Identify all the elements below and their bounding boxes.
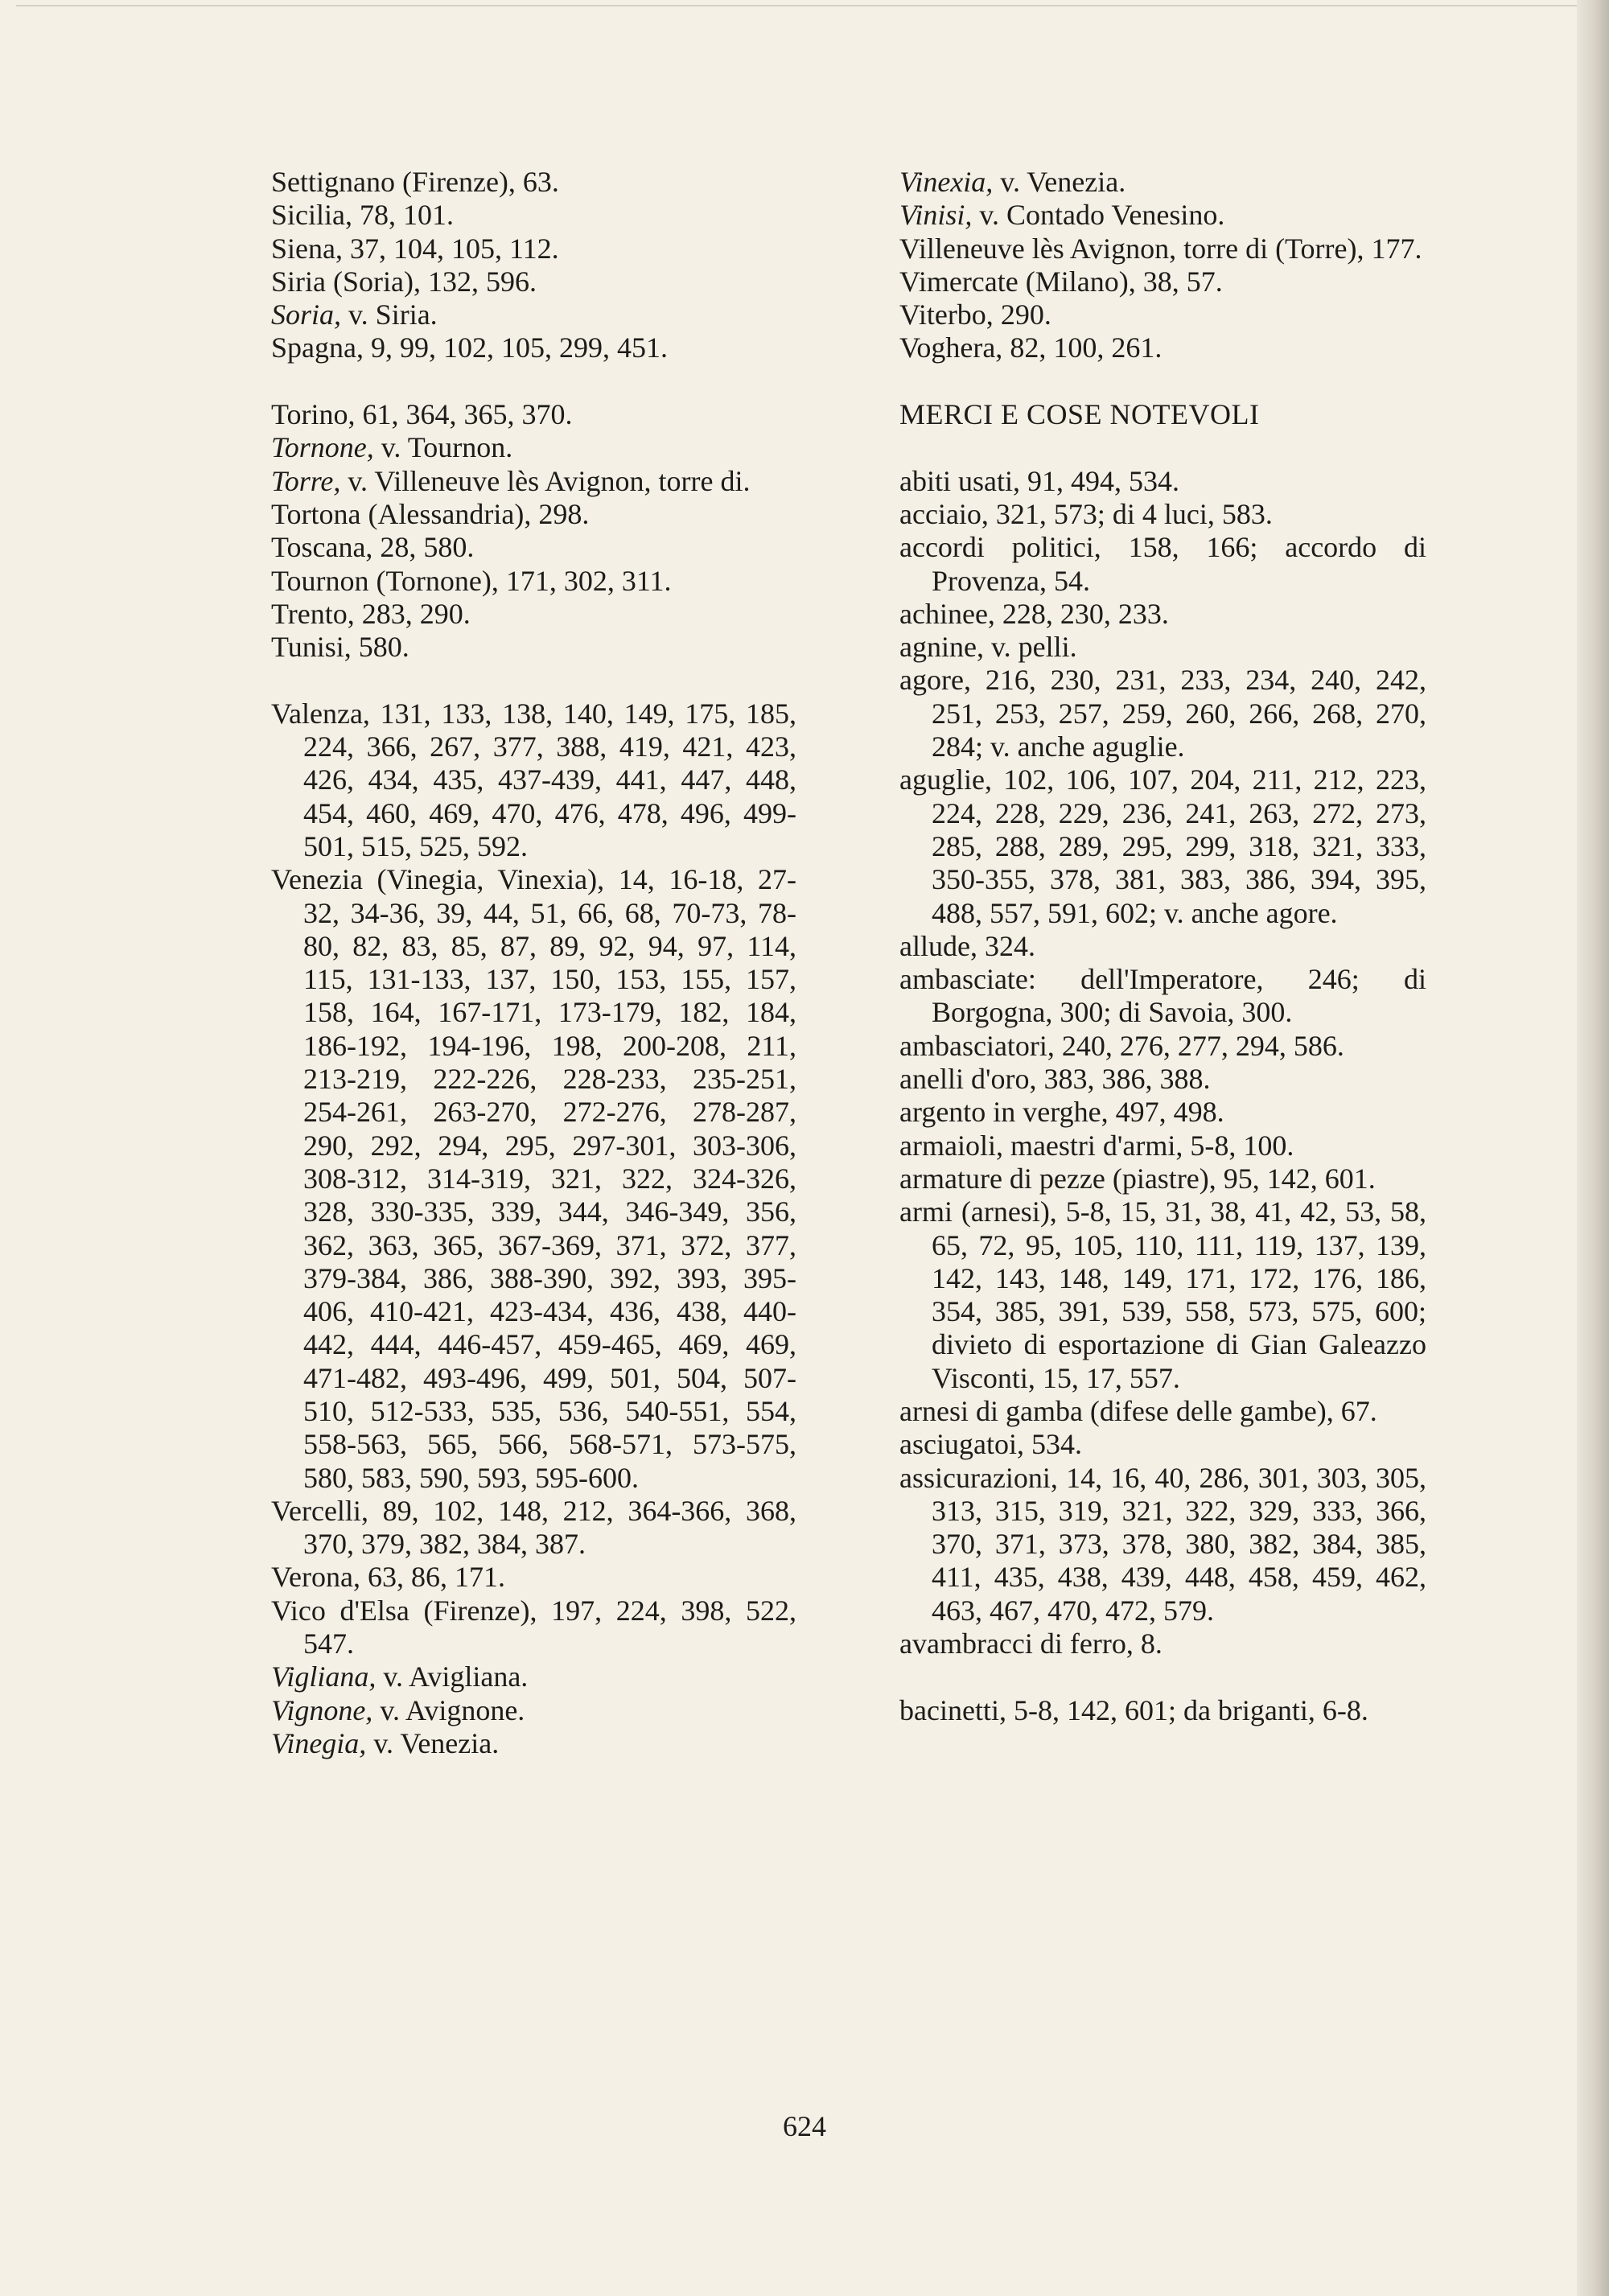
entry-references: 580. xyxy=(351,631,409,664)
entry-references: 63, 86, 171. xyxy=(360,1561,505,1594)
entry-headword: Soria, xyxy=(271,298,342,331)
entry-references: 5-8, 142, 601; da briganti, 6-8. xyxy=(1006,1693,1368,1726)
index-entry xyxy=(271,1495,796,1562)
entry-headword: Trento, xyxy=(271,597,355,630)
entry-headword: accordi politici, xyxy=(899,531,1101,564)
page-top-edge xyxy=(16,5,1577,6)
entry-headword: Vigliana, xyxy=(271,1660,377,1693)
entry-references: v. Avigliana. xyxy=(376,1660,529,1693)
entry-headword: Tornone, xyxy=(271,431,374,464)
entry-references: 324. xyxy=(977,929,1035,962)
entry-references: 534. xyxy=(1023,1428,1082,1461)
entry-references: 61, 364, 365, 370. xyxy=(355,398,573,431)
index-entry xyxy=(899,331,1426,364)
index-entry xyxy=(899,1694,1426,1727)
entry-headword: Verona, xyxy=(271,1561,360,1594)
entry-headword: Voghera, xyxy=(899,331,1003,364)
index-entry xyxy=(899,1162,1426,1195)
index-entry xyxy=(899,298,1426,331)
index-entry xyxy=(899,631,1426,664)
entry-references: 383, 386, 388. xyxy=(1036,1063,1211,1096)
place-index-continuation xyxy=(899,166,1426,365)
index-entry xyxy=(271,1694,796,1727)
entry-references: 131, 133, 138, 140, 149, 175, 185, 224, 366, 267, 377, 388, 419, 421, 423, 426, 434, 435, 437-439, 441, 447, 448, 454, 460, 469, 470, 476, 478, 496, 499-501, 515, 525, 592. xyxy=(303,697,796,862)
index-entry xyxy=(271,232,796,265)
entry-references: 8. xyxy=(1133,1627,1163,1660)
index-entry xyxy=(899,1627,1426,1660)
index-entry xyxy=(271,265,796,298)
entry-headword: armaioli, maestri d'armi, xyxy=(899,1129,1183,1162)
entry-references: 9, 99, 102, 105, 299, 451. xyxy=(363,331,668,364)
index-entry xyxy=(899,1096,1426,1129)
index-entry xyxy=(271,431,796,464)
entry-headword: Spagna, xyxy=(271,331,364,364)
index-entry xyxy=(899,1030,1426,1063)
entry-references: v. Siria. xyxy=(341,298,438,331)
entry-headword: Vinegia, xyxy=(271,1726,367,1759)
entry-headword: Vimercate (Milano), xyxy=(899,265,1136,298)
entry-headword: Tournon (Tornone), xyxy=(271,564,499,597)
entry-headword: agnine, xyxy=(899,631,984,664)
entry-references: 82, 100, 261. xyxy=(1002,331,1163,364)
entry-headword: arnesi di gamba (difese delle gambe), xyxy=(899,1394,1334,1427)
entry-headword: Tortona (Alessandria), xyxy=(271,497,532,530)
index-entry xyxy=(899,465,1426,498)
entry-references: 102, 106, 107, 204, 211, 212, 223, 224, 228, 229, 236, 241, 263, 272, 273, 285, 288, 289, 295, 299, 318, 321, 333, 350-355, 378, 381, 383, 386, 394, 395, 488, 557, 591, 602; v. anche agore. xyxy=(932,763,1426,929)
index-entry xyxy=(899,598,1426,631)
entry-references: 37, 104, 105, 112. xyxy=(342,232,559,265)
entry-headword: aguglie, xyxy=(899,763,992,796)
entry-references: 78, 101. xyxy=(352,199,454,232)
entry-references: v. Tournon. xyxy=(373,431,513,464)
section-heading: MERCI E COSE NOTEVOLI xyxy=(899,398,1260,431)
right-column xyxy=(899,166,1426,1727)
entry-references: v. Villeneuve lès Avignon, torre di. xyxy=(340,464,751,497)
entry-references: 14, 16, 40, 286, 301, 303, 305, 313, 315, 319, 321, 322, 329, 333, 366, 370, 371, 373, 378, 380, 382, 384, 385, 411, 435, 438, 439, 448, 458, 459, 462, 463, 467, 470, 472, 579. xyxy=(932,1461,1426,1627)
entry-references: 283, 290. xyxy=(354,597,471,630)
entry-headword: allude, xyxy=(899,929,977,962)
entry-headword: asciugatoi, xyxy=(899,1428,1024,1461)
index-entry xyxy=(899,531,1426,598)
entry-references: 298. xyxy=(531,497,590,530)
entry-references: 158, 166; accordo di Provenza, 54. xyxy=(932,531,1426,597)
index-entry xyxy=(271,863,796,1495)
entry-headword: bacinetti, xyxy=(899,1693,1006,1726)
entry-references: 228, 230, 233. xyxy=(994,597,1169,630)
entry-headword: Valenza, xyxy=(271,697,370,730)
index-entry xyxy=(271,465,796,498)
index-entry xyxy=(899,166,1426,199)
entry-references: v. pelli. xyxy=(983,631,1077,664)
index-entry xyxy=(271,199,796,232)
entry-headword: avambracci di ferro, xyxy=(899,1627,1134,1660)
index-entry xyxy=(271,631,796,664)
entry-references: 197, 224, 398, 522, 547. xyxy=(303,1594,796,1660)
index-entry xyxy=(899,265,1426,298)
index-entry xyxy=(271,565,796,598)
entry-headword: armature di pezze (piastre), xyxy=(899,1162,1216,1195)
entry-headword: Torino, xyxy=(271,398,356,431)
entry-references: 171, 302, 311. xyxy=(498,564,672,597)
index-entry xyxy=(271,166,796,199)
index-entry xyxy=(899,1129,1426,1162)
index-entry xyxy=(899,963,1426,1030)
entry-references: 14, 16-18, 27-32, 34-36, 39, 44, 51, 66, 68, 70-73, 78-80, 82, 83, 85, 87, 89, 92, 94, 97, 114, 115, 131-133, 137, 150, 153, 155, 157, 158, 164, 167-171, 173-179, 182, 184, 186-192, 194-196, 198, 200-208, 211, 213-219, 222-226, 228-233, 235-251, 254-261, 263-270, 272-276, 278-287, 290, 292, 294, 295, 297-301, 303-306, 308-312, 314-319, 321, 322, 324-326, 328, 330-335, 339, 344, 346-349, 356, 362, 363, 365, 367-369, 371, 372, 377, 379-384, 386, 388-390, 392, 393, 395-406, 410-421, 423-434, 436, 438, 440-442, 444, 446-457, 459-465, 469, 469, 471-482, 493-496, 499, 501, 504, 507-510, 512-533, 535, 536, 540-551, 554, 558-563, 565, 566, 568-571, 573-575, 580, 583, 590, 593, 595-600. xyxy=(303,863,797,1494)
entry-references: 89, 102, 148, 212, 364-366, 368, 370, 379, 382, 384, 387. xyxy=(303,1494,796,1561)
entry-references: 5-8, 100. xyxy=(1183,1129,1294,1162)
entry-headword: agore, xyxy=(899,664,971,697)
entry-references: 67. xyxy=(1333,1394,1377,1427)
entry-headword: Settignano (Firenze), xyxy=(271,166,516,198)
index-entry xyxy=(271,1594,796,1661)
entry-headword: Vinexia, xyxy=(899,166,994,198)
entry-references: 38, 57. xyxy=(1135,265,1223,298)
index-entry xyxy=(271,697,796,863)
entry-references: 321, 573; di 4 luci, 583. xyxy=(988,497,1273,530)
index-entry xyxy=(899,763,1426,929)
entry-headword: argento in verghe, xyxy=(899,1096,1109,1129)
entry-headword: assicurazioni, xyxy=(899,1461,1058,1494)
entry-headword: Vico d'Elsa (Firenze), xyxy=(271,1594,537,1627)
entry-headword: Siria (Soria), xyxy=(271,265,421,298)
entry-references: 91, 494, 534. xyxy=(1019,464,1179,497)
index-entry xyxy=(271,1727,796,1760)
entry-references: v. Venezia. xyxy=(366,1726,500,1759)
entry-references: 240, 276, 277, 294, 586. xyxy=(1054,1029,1344,1062)
entry-references: 132, 596. xyxy=(420,265,537,298)
index-entry xyxy=(271,498,796,531)
entry-references: 5-8, 15, 31, 38, 41, 42, 53, 58, 65, 72, 95, 105, 110, 111, 119, 137, 139, 142, 143, 148, 149, 171, 172, 176, 186, 354, 385, 391, 539, 558, 573, 575, 600; divieto di esportazione di Gian Galeazzo Visconti, 15, 17, 557. xyxy=(932,1195,1426,1394)
index-entry xyxy=(899,498,1426,531)
entry-references: 63. xyxy=(515,166,559,198)
entry-references: 95, 142, 601. xyxy=(1216,1162,1376,1195)
index-entry xyxy=(271,1561,796,1594)
entry-headword: acciaio, xyxy=(899,497,989,530)
index-entry xyxy=(899,664,1426,763)
entry-headword: armi (arnesi), xyxy=(899,1195,1057,1228)
entry-headword: abiti usati, xyxy=(899,464,1020,497)
index-entry xyxy=(271,1660,796,1693)
entry-references: 28, 580. xyxy=(372,531,475,564)
entry-references: v. Avignone. xyxy=(372,1693,525,1726)
index-entry xyxy=(271,398,796,431)
entry-headword: Viterbo, xyxy=(899,298,994,331)
index-entry xyxy=(899,1395,1426,1428)
entry-headword: Torre, xyxy=(271,464,341,497)
index-entry xyxy=(899,1462,1426,1627)
entry-headword: anelli d'oro, xyxy=(899,1063,1037,1096)
entry-references: v. Contado Venesino. xyxy=(972,199,1225,232)
entry-references: 216, 230, 231, 233, 234, 240, 242, 251, 253, 257, 259, 260, 266, 268, 270, 284; v. anche aguglie. xyxy=(932,664,1426,763)
merci-index xyxy=(899,465,1426,1727)
index-entry xyxy=(899,1428,1426,1461)
entry-headword: Sicilia, xyxy=(271,199,352,232)
book-gutter-shadow xyxy=(1577,0,1609,2296)
entry-headword: Tunisi, xyxy=(271,631,352,664)
index-entry xyxy=(899,232,1426,265)
index-entry xyxy=(899,930,1426,963)
entry-headword: Toscana, xyxy=(271,531,373,564)
entry-headword: Vignone, xyxy=(271,1693,373,1726)
entry-headword: Venezia (Vinegia, Vinexia), xyxy=(271,863,605,896)
index-entry xyxy=(271,298,796,331)
entry-references: 290. xyxy=(993,298,1051,331)
entry-headword: ambasciatori, xyxy=(899,1029,1055,1062)
entry-headword: Vinisi, xyxy=(899,199,973,232)
index-entry xyxy=(899,1063,1426,1096)
entry-references: torre di (Torre), 177. xyxy=(1176,232,1422,265)
left-column xyxy=(271,166,796,1760)
index-entry xyxy=(899,199,1426,232)
entry-headword: ambasciate: xyxy=(899,963,1036,996)
entry-references: v. Venezia. xyxy=(993,166,1126,198)
page-number: 624 xyxy=(783,2110,826,2142)
entry-headword: Villeneuve lès Avignon, xyxy=(899,232,1177,265)
index-entry xyxy=(271,331,796,364)
index-entry xyxy=(271,531,796,564)
entry-headword: Vercelli, xyxy=(271,1494,368,1527)
index-entry xyxy=(271,598,796,631)
index-entry xyxy=(899,1195,1426,1395)
entry-headword: achinee, xyxy=(899,597,995,630)
entry-references: 497, 498. xyxy=(1108,1096,1224,1129)
entry-headword: Siena, xyxy=(271,232,343,265)
entry-references: dell'Imperatore, 246; di Borgogna, 300; di Savoia, 300. xyxy=(932,963,1426,1029)
